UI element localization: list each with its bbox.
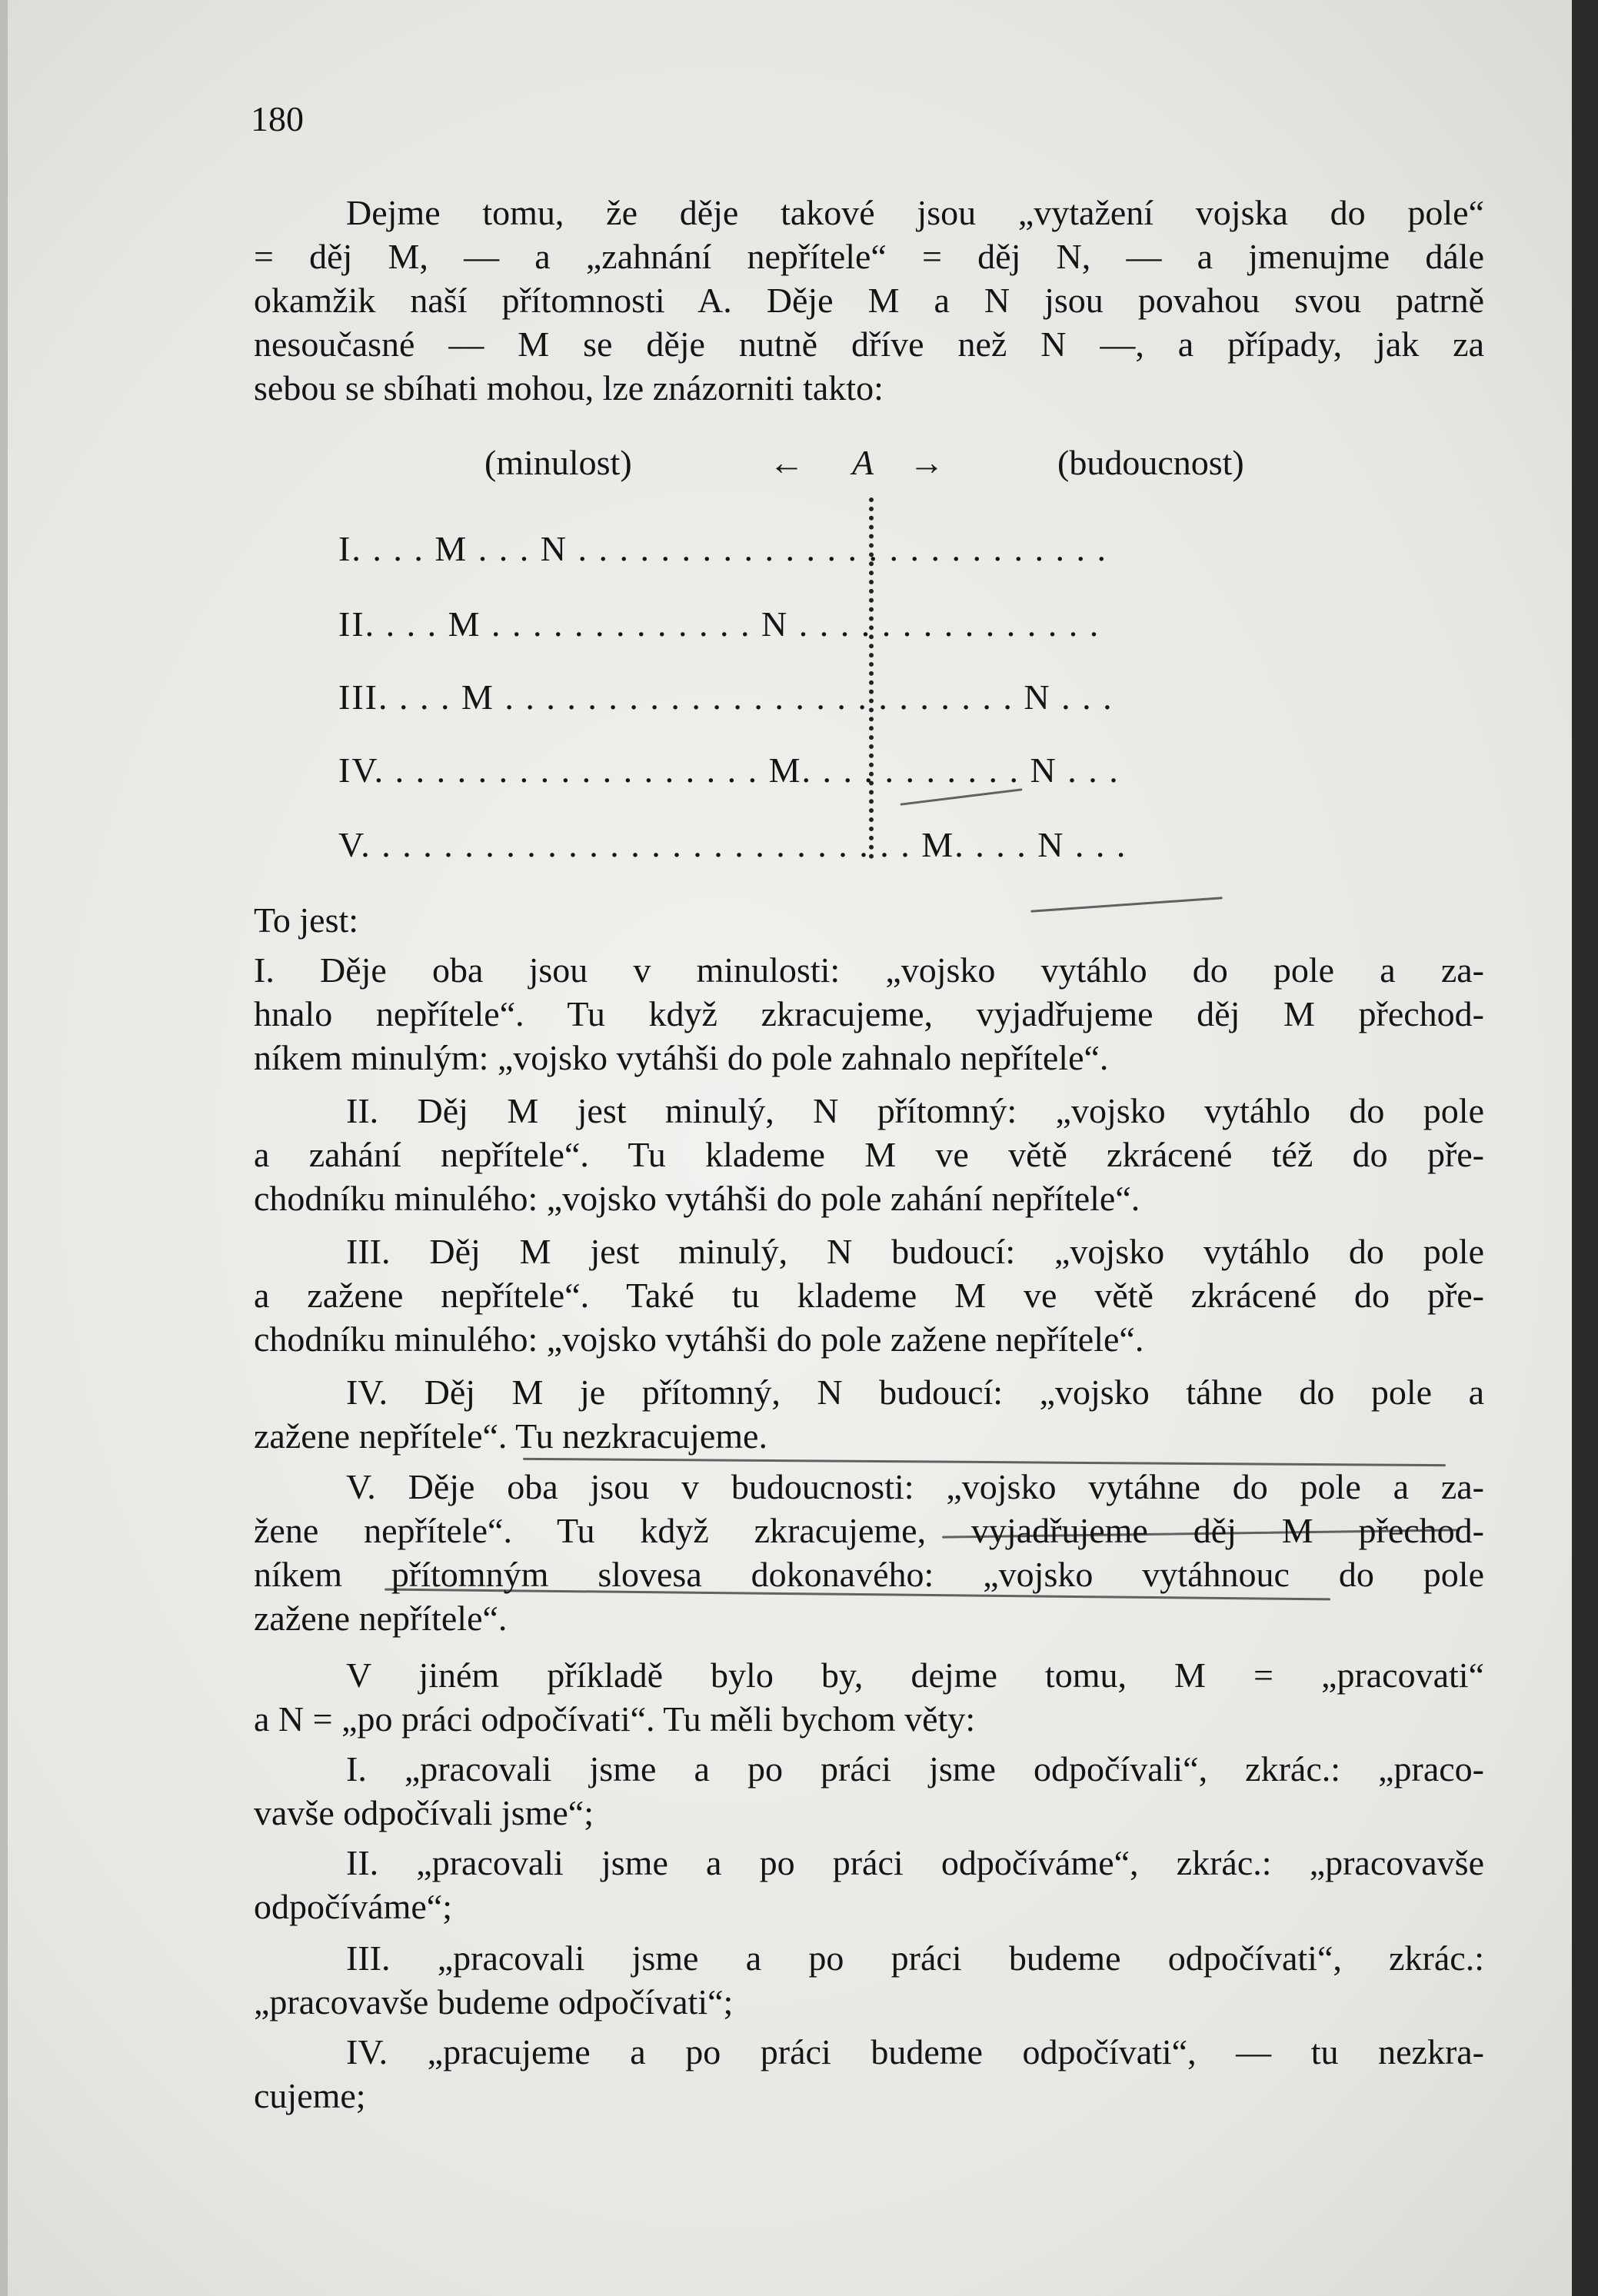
text-line: a zažene nepřítele“. Také tu klademe M ve větě zkrácené do pře- <box>254 1276 1484 1315</box>
text-line: sebou se sbíhati mohou, lze znázorniti takto: <box>254 368 884 408</box>
page-number: 180 <box>251 99 304 138</box>
text-line: nesoučasné — M se děje nutně dříve než N —, a případy, jak za <box>254 324 1484 364</box>
text-line: a N = „po práci odpočívati“. Tu měli bychom věty: <box>254 1699 976 1739</box>
text-line: odpočíváme“; <box>254 1887 453 1926</box>
text-line: = děj M, — a „zahnání nepřítele“ = děj N, — a jmenujme dále <box>254 237 1484 276</box>
case-2 <box>254 1089 1484 1220</box>
text-line: chodníku minulého: „vojsko vytáhši do pole zažene nepřítele“. <box>254 1319 1144 1359</box>
arrow-left-icon: ← <box>769 443 804 482</box>
text-line: „pracovavše budeme odpočívati“; <box>254 1982 734 2021</box>
present-label: A <box>852 443 874 482</box>
arrow-right-icon: → <box>909 443 944 482</box>
text-line: níkem minulým: „vojsko vytáhši do pole zahnalo nepřítele“. <box>254 1038 1109 1077</box>
diagram-row-5: V. . . . . . . . . . . . . . . . . . . . . . . . . . . M. . . . N . . . <box>338 825 1127 864</box>
diagram-row-1: I. . . . M . . . N . . . . . . . . . . . . . . . . . . . . . . . . . . <box>338 529 1107 568</box>
example-4 <box>254 2030 1484 2118</box>
past-label: (minulost) <box>484 443 632 482</box>
timeline-diagram <box>338 442 1307 888</box>
future-label: (budoucnost) <box>1057 443 1244 482</box>
case-5 <box>254 1465 1484 1640</box>
case-4 <box>254 1370 1484 1458</box>
text-line: hnalo nepřítele“. Tu když zkracujeme, vyjadřujeme děj M přechod- <box>254 994 1484 1033</box>
text-line: IV. Děj M je přítomný, N budoucí: „vojsko táhne do pole a <box>346 1373 1484 1412</box>
intro-paragraph <box>254 191 1484 410</box>
text-line: III. „pracovali jsme a po práci budeme odpočívati“, zkrác.: <box>346 1938 1484 1978</box>
text-line: zažene nepřítele“. Tu nezkracujeme. <box>254 1416 767 1456</box>
text-line: zažene nepřítele“. <box>254 1599 508 1638</box>
to-jest-label <box>254 898 1484 942</box>
example-3 <box>254 1936 1484 2024</box>
page-left-edge <box>0 0 8 2296</box>
text-line: žene nepřítele“. Tu když zkracujeme, vyjadřujeme děj M přechod- <box>254 1511 1484 1550</box>
text-line: a zahání nepřítele“. Tu klademe M ve větě zkrácené též do pře- <box>254 1135 1484 1174</box>
text-line: I. „pracovali jsme a po práci jsme odpočívali“, zkrác.: „praco- <box>346 1749 1484 1789</box>
case-3 <box>254 1230 1484 1361</box>
text-line: III. Děj M jest minulý, N budoucí: „vojsko vytáhlo do pole <box>346 1232 1484 1271</box>
example-1 <box>254 1747 1484 1835</box>
diagram-row-2: II. . . . M . . . . . . . . . . . . . N . . . . . . . . . . . . . . . <box>338 604 1100 644</box>
diagram-row-3: III. . . . M . . . . . . . . . . . . . . . . . . . . . . . . . N . . . <box>338 677 1114 717</box>
text-line: cujeme; <box>254 2076 366 2115</box>
second-example-paragraph <box>254 1653 1484 1741</box>
text-line: I. Děje oba jsou v minulosti: „vojsko vytáhlo do pole a za- <box>254 950 1484 990</box>
text-line: vavše odpočívali jsme“; <box>254 1793 594 1832</box>
text-line: chodníku minulého: „vojsko vytáhši do pole zahání nepřítele“. <box>254 1179 1140 1218</box>
text-line: V jiném příkladě bylo by, dejme tomu, M = „pracovati“ <box>346 1655 1484 1695</box>
text-line: Dejme tomu, že děje takové jsou „vytažení vojska do pole“ <box>346 193 1484 232</box>
text-line: okamžik naší přítomnosti A. Děje M a N jsou povahou svou patrně <box>254 281 1484 320</box>
case-1 <box>254 948 1484 1080</box>
text-line: To jest: <box>254 900 359 940</box>
example-2 <box>254 1841 1484 1928</box>
text-line: IV. „pracujeme a po práci budeme odpočívati“, — tu nezkra- <box>346 2032 1484 2071</box>
page-right-edge <box>1572 0 1598 2296</box>
text-line: níkem přítomným slovesa dokonavého: „vojsko vytáhnouc do pole <box>254 1555 1484 1594</box>
text-line: II. „pracovali jsme a po práci odpočíváme“, zkrác.: „pracovavše <box>346 1843 1484 1882</box>
text-line: V. Děje oba jsou v budoucnosti: „vojsko vytáhne do pole a za- <box>346 1467 1484 1506</box>
diagram-row-4: IV. . . . . . . . . . . . . . . . . . . M. . . . . . . . . . . N . . . <box>338 750 1120 790</box>
text-line: II. Děj M jest minulý, N přítomný: „vojsko vytáhlo do pole <box>346 1091 1484 1130</box>
